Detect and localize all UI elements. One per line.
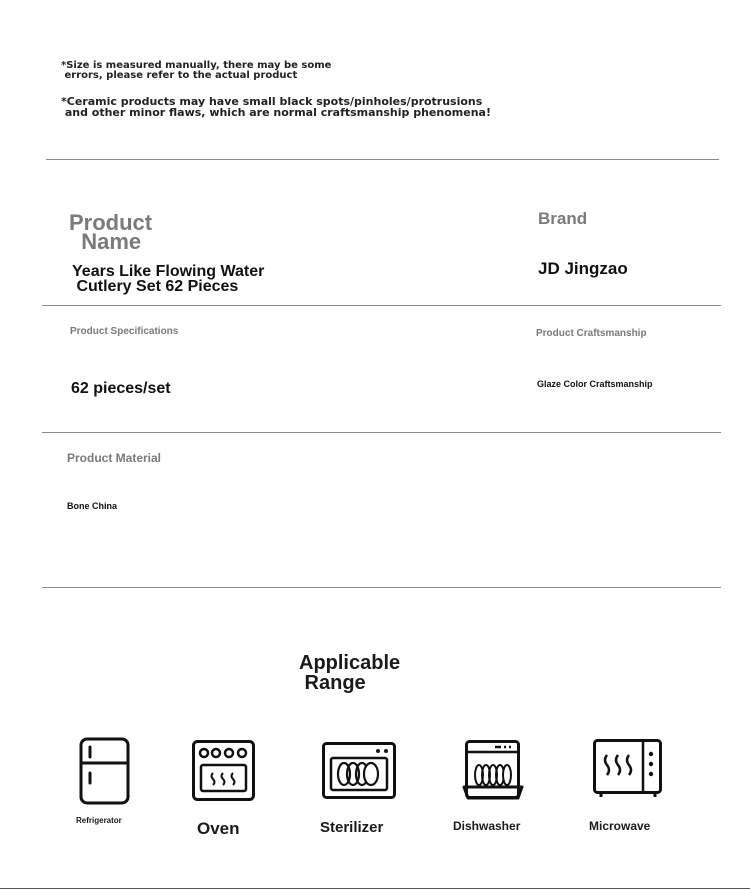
craft-label: Product Craftsmanship xyxy=(536,328,647,339)
range-label-refrigerator: Refrigerator xyxy=(76,816,122,825)
material-label: Product Material xyxy=(67,451,162,465)
material-value: Bone China xyxy=(67,501,118,511)
brand-label: Brand xyxy=(538,209,588,228)
craft-value: Glaze Color Craftsmanship xyxy=(537,379,653,389)
range-label-microwave: Microwave xyxy=(589,819,651,833)
size-note: *Size is measured manually, there may be some errors, please refer to the actual product xyxy=(61,60,332,81)
refrigerator-icon xyxy=(79,737,131,805)
range-label-oven: Oven xyxy=(197,819,240,838)
brand-value: JD Jingzao xyxy=(538,259,628,278)
range-label-sterilizer: Sterilizer xyxy=(320,819,384,836)
product-name-value: Years Like Flowing Water Cutlery Set 62 Pieces xyxy=(72,263,265,295)
divider xyxy=(42,305,721,306)
range-label-dishwasher: Dishwasher xyxy=(453,819,521,833)
spec-value: 62 pieces/set xyxy=(71,380,171,397)
sterilizer-icon xyxy=(322,742,398,800)
ceramic-note: *Ceramic products may have small black spots/pinholes/protrusions and other minor flaws, which are normal craftsmanship phenomena! xyxy=(61,95,491,119)
divider xyxy=(46,159,719,160)
product-name-label: Product Name xyxy=(69,210,153,254)
divider xyxy=(42,432,721,433)
microwave-icon xyxy=(593,739,663,799)
range-title: Applicable Range xyxy=(299,652,401,694)
dishwasher-icon xyxy=(462,740,524,802)
divider xyxy=(42,587,721,588)
oven-icon xyxy=(192,740,256,802)
bottom-border xyxy=(0,888,750,889)
spec-label: Product Specifications xyxy=(70,326,179,337)
